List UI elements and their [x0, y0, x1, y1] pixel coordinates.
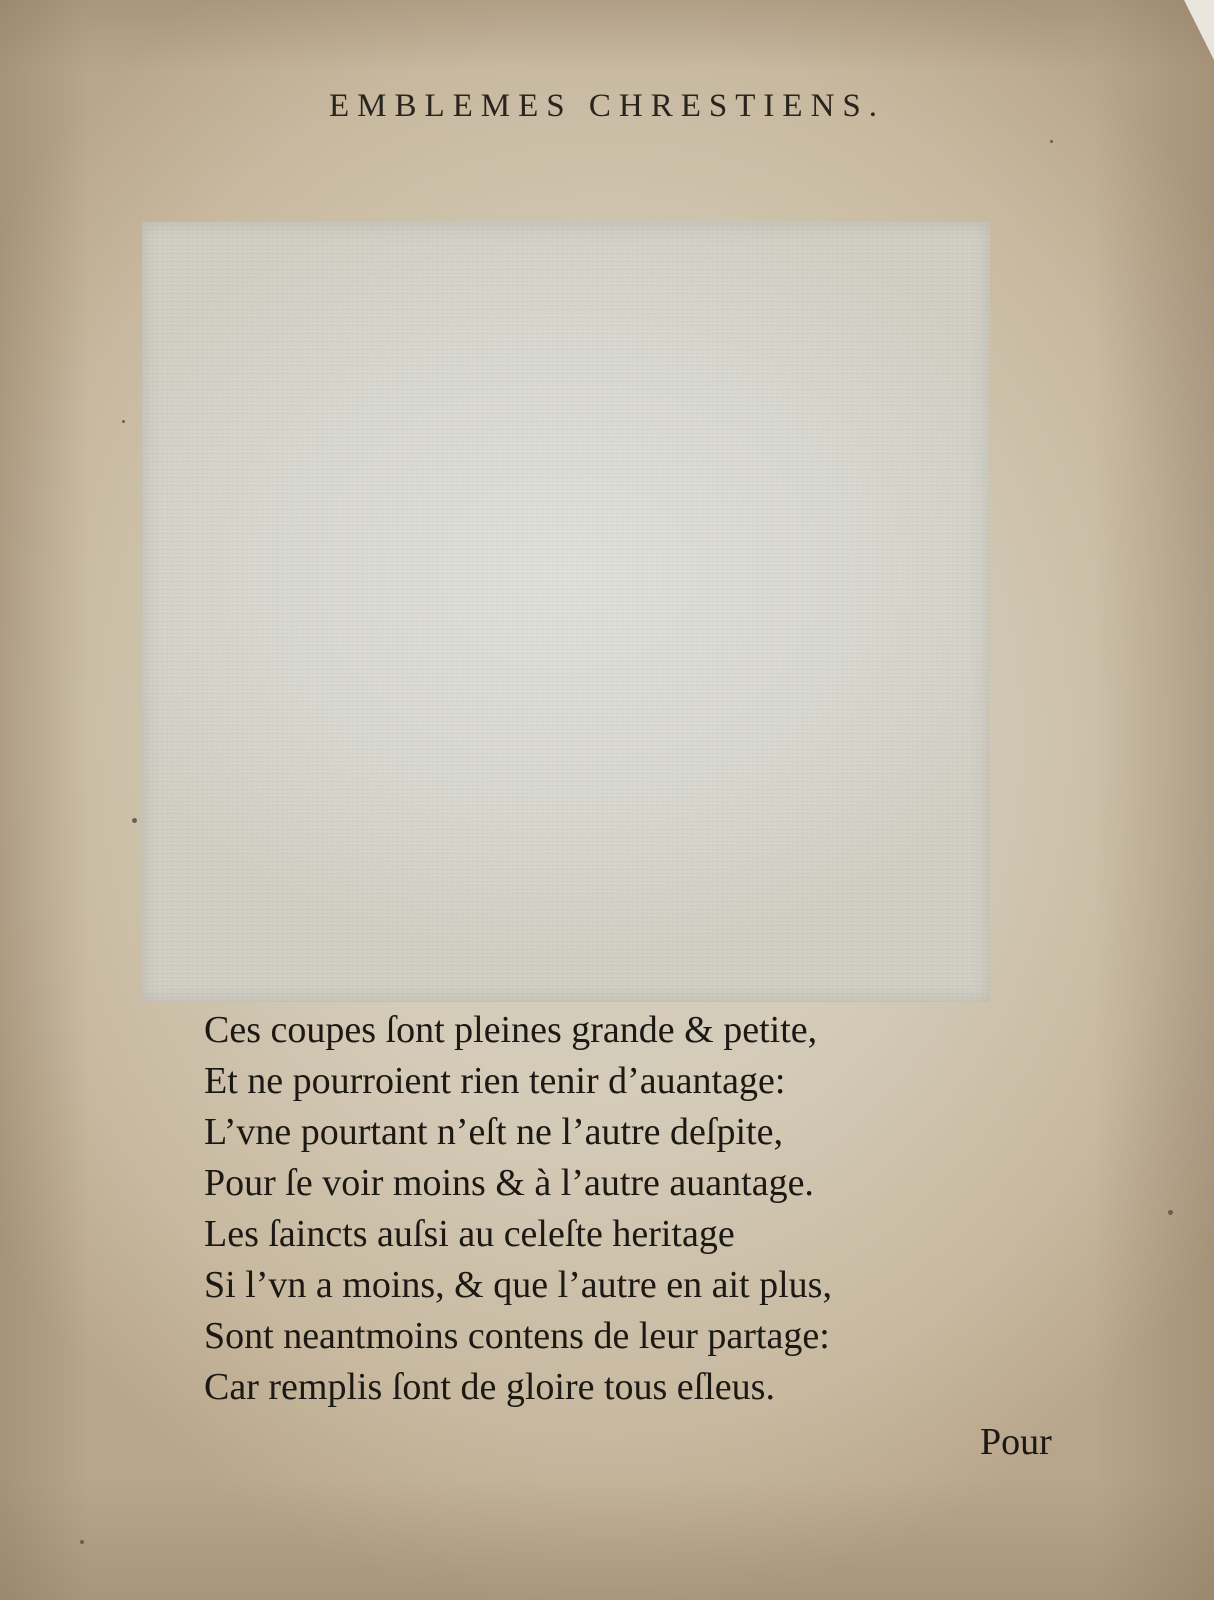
- verse-line: L’vne pourtant n’eſt ne l’autre deſpite,: [204, 1111, 783, 1153]
- running-title: EMBLEMES CHRESTIENS.: [328, 88, 886, 124]
- verse-line: Ces coupes ſont pleines grande & petite,: [204, 1009, 818, 1051]
- age-stain-left: [0, 0, 90, 1600]
- age-stain-top: [0, 0, 1214, 70]
- page-corner-fold: [1184, 0, 1214, 60]
- paper-speck: [132, 818, 137, 823]
- paper-speck: [1050, 140, 1053, 143]
- paper-speck: [122, 420, 125, 423]
- verse-line: Et ne pourroient rien tenir d’auantage:: [204, 1060, 786, 1102]
- faded-engraving-plate: [142, 222, 990, 1002]
- paper-speck: [80, 1540, 84, 1544]
- verse-line: Les ſaincts auſsi au celeſte heritage: [204, 1213, 735, 1255]
- verse-line: Pour ſe voir moins & à l’autre auantage.: [204, 1162, 814, 1204]
- verse-line: Sont neantmoins contens de leur partage:: [204, 1315, 830, 1357]
- age-stain-right: [1094, 0, 1214, 1600]
- verse-line: Si l’vn a moins, & que l’autre en ait plus,: [204, 1264, 832, 1306]
- paper-speck: [1168, 1210, 1173, 1215]
- verse-block: [204, 1005, 964, 1413]
- verse-line: Car remplis ſont de gloire tous eſleus.: [204, 1366, 775, 1408]
- age-stain-bottom: [0, 1480, 1214, 1600]
- catchword: Pour: [980, 1421, 1052, 1463]
